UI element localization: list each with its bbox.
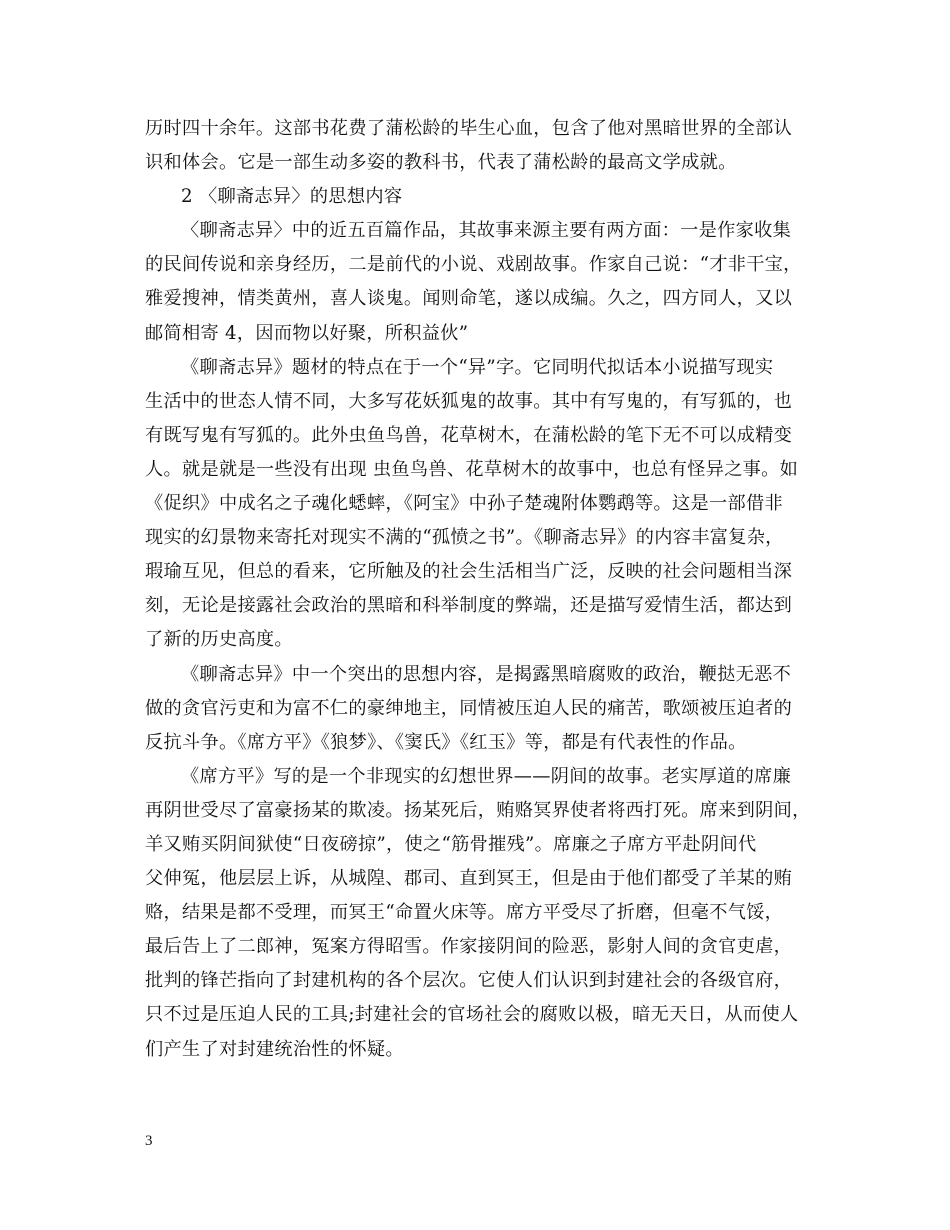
text-line: 了新的历史高度。 [145, 629, 293, 651]
text-line: 识和体会。它是一部生动多姿的教科书，代表了蒲松龄的最高文学成就。 [145, 152, 737, 174]
text-line: 批判的锋芒指向了封建机构的各个层次。它使人们认识到封建社会的各级官府， [145, 970, 793, 992]
text-line: 羊又贿买阴间狱使“日夜磅掠”，使之“筋骨摧残”。席廉之子席方平赴阴间代 [145, 833, 757, 855]
text-line: 瑕瑜互见，但总的看来，它所触及的社会生活相当广泛，反映的社会问题相当深 [145, 561, 793, 583]
page-number: 3 [145, 1133, 153, 1149]
text-line: 人。就是就是一些没有出现 虫鱼鸟兽、花草树木的故事中，也总有怪异之事。如 [145, 458, 799, 480]
text-line: 再阴世受尽了富豪扬某的欺凌。扬某死后，贿赂冥界使者将西打死。席来到阴间， [145, 799, 811, 821]
text-line: 们产生了对封建统治性的怀疑。 [145, 1038, 404, 1060]
text-line: 邮简相寄 4，因而物以好聚，所积益伙” [145, 322, 469, 344]
text-line: 现实的幻景物来寄托对现实不满的“孤愤之书”。《聊斋志异》的内容丰富复杂， [145, 527, 784, 549]
text-line: 的民间传说和亲身经历，二是前代的小说、戏剧故事。作家自己说：“才非干宝， [145, 254, 802, 276]
text-line: 赂，结果是都不受理，而冥王“命置火床等。席方平受尽了折磨，但毫不气馁， [145, 902, 784, 924]
text-line: 刻，无论是接露社会政治的黑暗和科举制度的弊端，还是描写爱情生活，都达到 [145, 595, 793, 617]
text-line: 历时四十余年。这部书花费了蒲松龄的毕生心血，包含了他对黑暗世界的全部认 [145, 118, 793, 139]
text-line: 最后告上了二郎神，冤案方得昭雪。作家接阴间的险恶，影射人间的贪官吏虐， [145, 936, 793, 958]
text-line: 做的贪官污吏和为富不仁的豪绅地主，同情被压迫人民的痛苦，歌颂被压迫者的 [145, 697, 793, 719]
text-line: 只不过是压迫人民的工具;封建社会的官场社会的腐败以极，暗无天日，从而使人 [145, 1004, 799, 1026]
text-line: 父伸冤，他层层上诉，从城隍、郡司、直到冥王，但是由于他们都受了羊某的贿 [145, 868, 793, 890]
paragraph-start-line: 《聊斋志异》中一个突出的思想内容，是揭露黑暗腐败的政治，鞭挞无恶不 [181, 663, 792, 685]
section-heading: 2 〈聊斋志异〉的思想内容 [181, 186, 403, 208]
paragraph-start-line: 〈聊斋志异〉中的近五百篇作品，其故事来源主要有两方面：一是作家收集 [181, 220, 792, 242]
text-line: 有既写鬼有写狐的。此外虫鱼鸟兽，花草树木，在蒲松龄的笔下无不可以成精变 [145, 424, 793, 446]
body-text [145, 112, 825, 1067]
text-line: 反抗斗争。《席方平》《狼梦》、《窦氏》《红玉》等，都是有代表性的作品。 [145, 731, 747, 753]
text-line: 生活中的世态人情不同，大多写花妖狐鬼的故事。其中有写鬼的，有写狐的，也 [145, 390, 793, 412]
paragraph-start-line: 《聊斋志异》题材的特点在于一个“异”字。它同明代拟话本小说描写现实 [181, 356, 774, 378]
paragraph-start-line: 《席方平》写的是一个非现实的幻想世界——阴间的故事。老实厚道的席廉 [181, 765, 792, 787]
text-line: 雅爱搜神，情类黄州，喜人谈鬼。闻则命笔，遂以成编。久之，四方同人，又以 [145, 288, 793, 310]
text-line: 《促织》中成名之子魂化蟋蟀，《阿宝》中孙子楚魂附体鹦鹉等。这是一部借非 [145, 493, 783, 515]
